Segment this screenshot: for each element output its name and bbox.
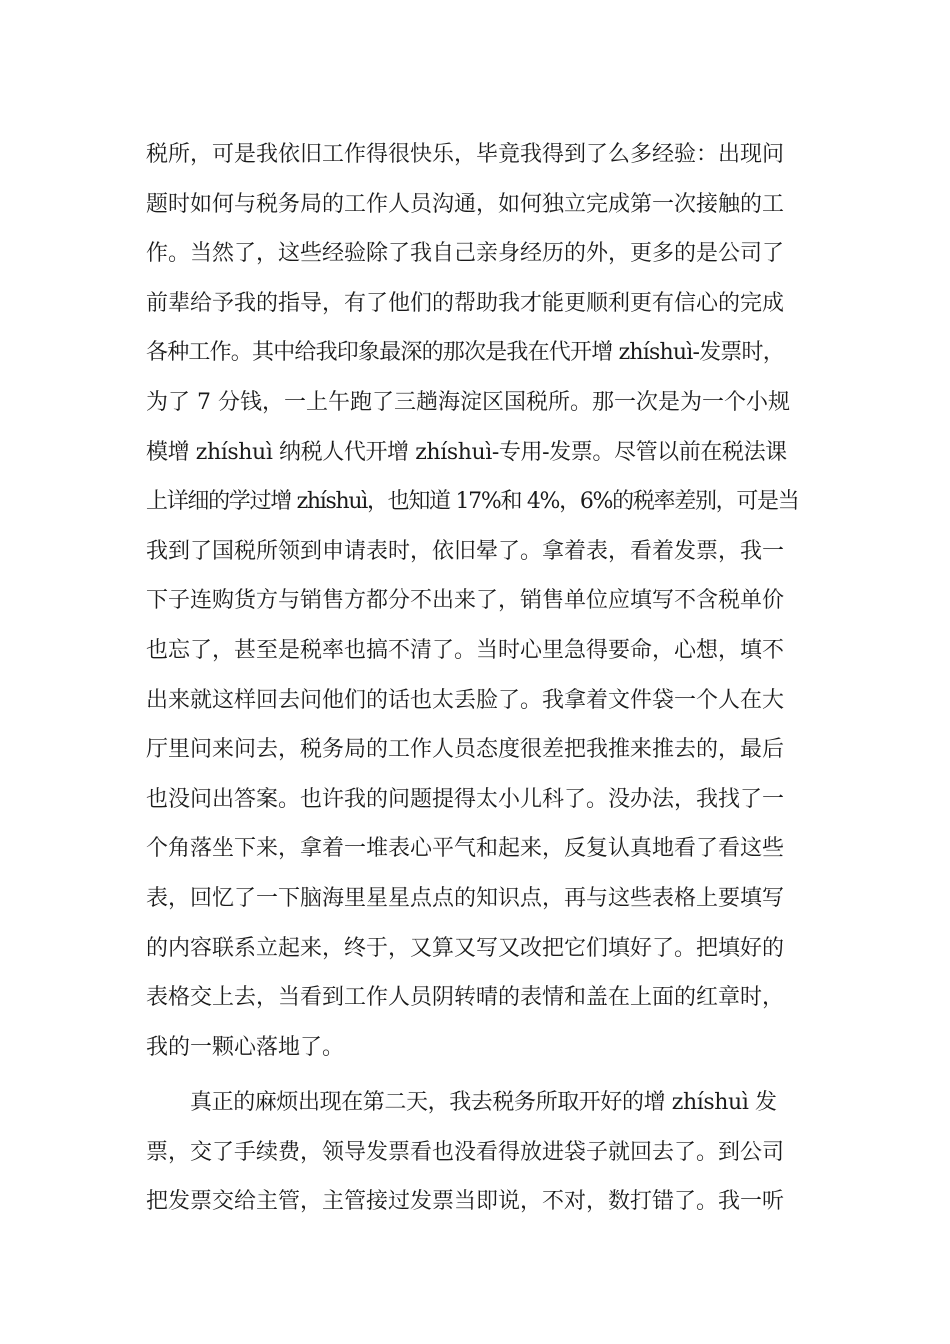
- text-line: 作。当然了，这些经验除了我自己亲身经历的外，更多的是公司了: [146, 241, 785, 267]
- text-line: 表格交上去，当看到工作人员阴转晴的表情和盖在上面的红章时，: [146, 985, 785, 1011]
- document-body: [146, 130, 806, 1227]
- text-line: 下子连购货方与销售方都分不出来了，销售单位应填写不含税单价: [146, 588, 785, 614]
- text-line: 模增 zhíshuì 纳税人代开增 zhíshuì-专用-发票。尽管以前在税法课: [146, 439, 787, 465]
- text-line: 出来就这样回去问他们的话也太丢脸了。我拿着文件袋一个人在大: [146, 687, 785, 713]
- paragraph-2: [146, 1078, 806, 1227]
- text-line: 厅里问来问去，税务局的工作人员态度很差把我推来推去的，最后: [146, 737, 785, 763]
- text-line: 我的一颗心落地了。: [146, 1034, 345, 1060]
- text-line: 各种工作。其中给我印象最深的那次是我在代开增 zhíshuì-发票时，: [146, 340, 784, 366]
- text-line: 我到了国税所领到申请表时，依旧晕了。拿着表，看着发票，我一: [146, 538, 785, 564]
- text-line: 也忘了，甚至是税率也搞不清了。当时心里急得要命，心想，填不: [146, 637, 785, 663]
- text-line: 题时如何与税务局的工作人员沟通，如何独立完成第一次接触的工: [146, 191, 785, 217]
- text-line: 个角落坐下来，拿着一堆表心平气和起来，反复认真地看了看这些: [146, 836, 785, 862]
- paragraph-1: [146, 130, 806, 1072]
- text-line: 为了 7 分钱，一上午跑了三趟海淀区国税所。那一次是为一个小规: [146, 389, 790, 415]
- text-line: 上详细的学过增 zhíshuì，也知道 17%和 4%，6%的税率差别，可是当: [146, 489, 799, 515]
- text-line: 把发票交给主管，主管接过发票当即说，不对，数打错了。我一听: [146, 1189, 785, 1215]
- text-line: 真正的麻烦出现在第二天，我去税务所取开好的增 zhíshuì 发: [190, 1090, 777, 1116]
- text-line: 的内容联系立起来，终于，又算又写又改把它们填好了。把填好的: [146, 935, 785, 961]
- text-line: 税所，可是我依旧工作得很快乐，毕竟我得到了么多经验：出现问: [146, 142, 785, 167]
- text-line: 表，回忆了一下脑海里星星点点的知识点，再与这些表格上要填写: [146, 885, 785, 911]
- text-line: 前辈给予我的指导，有了他们的帮助我才能更顺利更有信心的完成: [146, 290, 785, 316]
- text-line: 票，交了手续费，领导发票看也没看得放进袋子就回去了。到公司: [146, 1139, 785, 1165]
- text-line: 也没问出答案。也许我的问题提得太小儿科了。没办法，我找了一: [146, 786, 785, 812]
